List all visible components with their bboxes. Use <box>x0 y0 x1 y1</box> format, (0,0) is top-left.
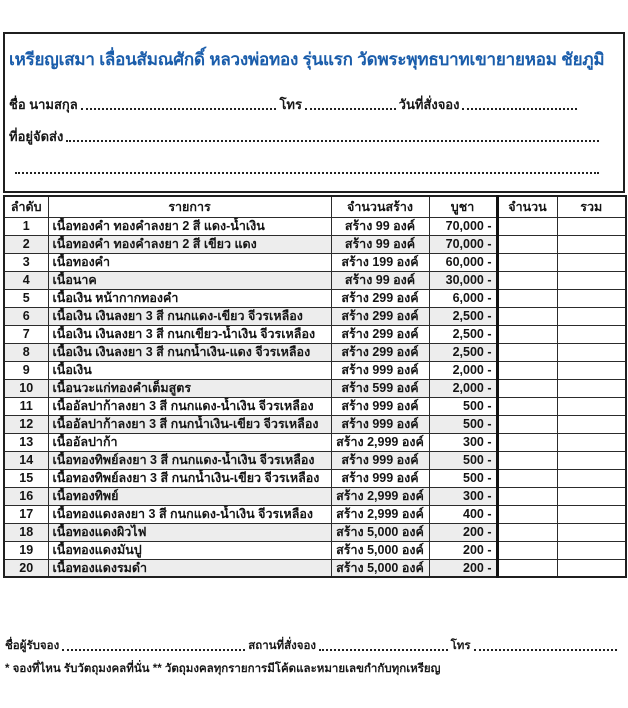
price-value: 200 - <box>429 559 497 577</box>
item-name: เนื้ออัลปาก้าลงยา 3 สี กนกแดง-น้ำเงิน จีวรเหลือง <box>48 397 331 415</box>
row-number: 15 <box>4 469 48 487</box>
price-value: 400 - <box>429 505 497 523</box>
table-row <box>4 343 626 361</box>
total-blank-cell <box>557 271 626 289</box>
amount-blank-cell <box>497 559 557 577</box>
amount-blank-cell <box>497 307 557 325</box>
col-header-total: รวม <box>557 196 626 217</box>
price-value: 500 - <box>429 451 497 469</box>
total-blank-cell <box>557 541 626 559</box>
order-table <box>3 195 627 578</box>
total-blank-cell <box>557 559 626 577</box>
quantity-made: สร้าง 599 องค์ <box>331 379 429 397</box>
quantity-made: สร้าง 99 องค์ <box>331 217 429 235</box>
price-value: 2,000 - <box>429 361 497 379</box>
price-value: 30,000 - <box>429 271 497 289</box>
item-name: เนื้อเงิน เงินลงยา 3 สี กนกน้ำเงิน-แดง จีวรเหลือง <box>48 343 331 361</box>
total-blank-cell <box>557 523 626 541</box>
amount-blank-cell <box>497 523 557 541</box>
table-row <box>4 271 626 289</box>
price-value: 60,000 - <box>429 253 497 271</box>
item-name: เนื้อทองทิพย์ <box>48 487 331 505</box>
item-name: เนื้อทองแดงรมดำ <box>48 559 331 577</box>
quantity-made: สร้าง 299 องค์ <box>331 343 429 361</box>
price-value: 500 - <box>429 397 497 415</box>
item-name: เนื้อเงิน เงินลงยา 3 สี กนกเขียว-น้ำเงิน จีวรเหลือง <box>48 325 331 343</box>
form-line-name-phone-date <box>9 96 617 112</box>
item-name: เนื้อทองแดงลงยา 3 สี กนกแดง-น้ำเงิน จีวรเหลือง <box>48 505 331 523</box>
table-row <box>4 289 626 307</box>
address-label: ที่อยู่จัดส่ง <box>9 129 64 144</box>
price-value: 2,500 - <box>429 343 497 361</box>
table-row <box>4 541 626 559</box>
amount-blank-cell <box>497 289 557 307</box>
item-name: เนื้อนาค <box>48 271 331 289</box>
item-name: เนื้ออัลปาก้าลงยา 3 สี กนกน้ำเงิน-เขียว จีวรเหลือง <box>48 415 331 433</box>
header-row <box>4 196 626 217</box>
place-label: สถานที่สั่งจอง <box>248 640 316 652</box>
form-line-address <box>9 128 617 144</box>
quantity-made: สร้าง 299 องค์ <box>331 307 429 325</box>
price-value: 2,500 - <box>429 325 497 343</box>
order-table-body <box>4 217 626 577</box>
total-blank-cell <box>557 487 626 505</box>
table-row <box>4 361 626 379</box>
item-name: เนื้อทองแดงมันปู <box>48 541 331 559</box>
price-value: 2,000 - <box>429 379 497 397</box>
header-box <box>3 32 625 193</box>
table-row <box>4 397 626 415</box>
table-row <box>4 415 626 433</box>
amount-blank-cell <box>497 253 557 271</box>
price-value: 200 - <box>429 523 497 541</box>
col-header-amount: จำนวน <box>497 196 557 217</box>
amount-blank-cell <box>497 451 557 469</box>
table-row <box>4 217 626 235</box>
quantity-made: สร้าง 2,999 องค์ <box>331 505 429 523</box>
total-blank-cell <box>557 505 626 523</box>
quantity-made: สร้าง 99 องค์ <box>331 235 429 253</box>
total-blank-cell <box>557 451 626 469</box>
table-row <box>4 325 626 343</box>
receiver-fill-line <box>62 637 245 651</box>
order-table-head <box>4 196 626 217</box>
price-value: 300 - <box>429 433 497 451</box>
amount-blank-cell <box>497 505 557 523</box>
amount-blank-cell <box>497 415 557 433</box>
quantity-made: สร้าง 99 องค์ <box>331 271 429 289</box>
price-value: 2,500 - <box>429 307 497 325</box>
item-name: เนื้ออัลปาก้า <box>48 433 331 451</box>
row-number: 12 <box>4 415 48 433</box>
form-line-address-2 <box>9 160 617 176</box>
footer-phone-fill-line <box>474 637 617 651</box>
price-value: 500 - <box>429 415 497 433</box>
row-number: 5 <box>4 289 48 307</box>
price-value: 500 - <box>429 469 497 487</box>
quantity-made: สร้าง 999 องค์ <box>331 415 429 433</box>
row-number: 6 <box>4 307 48 325</box>
item-name: เนื้อนวะแก่ทองคำเต็มสูตร <box>48 379 331 397</box>
quantity-made: สร้าง 5,000 องค์ <box>331 541 429 559</box>
table-row <box>4 379 626 397</box>
name-fill-line <box>81 96 277 110</box>
total-blank-cell <box>557 343 626 361</box>
row-number: 16 <box>4 487 48 505</box>
row-number: 4 <box>4 271 48 289</box>
amount-blank-cell <box>497 325 557 343</box>
col-header-item: รายการ <box>48 196 331 217</box>
address-fill-line <box>66 128 599 142</box>
row-number: 18 <box>4 523 48 541</box>
item-name: เนื้อทองคำ ทองคำลงยา 2 สี เขียว แดง <box>48 235 331 253</box>
row-number: 3 <box>4 253 48 271</box>
total-blank-cell <box>557 415 626 433</box>
amount-blank-cell <box>497 397 557 415</box>
order-date-label: วันที่สั่งจอง <box>398 97 460 112</box>
row-number: 2 <box>4 235 48 253</box>
price-value: 300 - <box>429 487 497 505</box>
total-blank-cell <box>557 379 626 397</box>
quantity-made: สร้าง 2,999 องค์ <box>331 433 429 451</box>
table-row <box>4 253 626 271</box>
amount-blank-cell <box>497 271 557 289</box>
item-name: เนื้อทองคำ ทองคำลงยา 2 สี แดง-น้ำเงิน <box>48 217 331 235</box>
amount-blank-cell <box>497 433 557 451</box>
row-number: 1 <box>4 217 48 235</box>
table-row <box>4 523 626 541</box>
row-number: 7 <box>4 325 48 343</box>
total-blank-cell <box>557 307 626 325</box>
receiver-label: ชื่อผู้รับจอง <box>5 640 60 652</box>
row-number: 8 <box>4 343 48 361</box>
table-row <box>4 451 626 469</box>
item-name: เนื้อทองแดงผิวไฟ <box>48 523 331 541</box>
table-row <box>4 559 626 577</box>
table-row <box>4 307 626 325</box>
quantity-made: สร้าง 999 องค์ <box>331 397 429 415</box>
row-number: 10 <box>4 379 48 397</box>
col-header-quantity-made: จำนวนสร้าง <box>331 196 429 217</box>
row-number: 19 <box>4 541 48 559</box>
quantity-made: สร้าง 299 องค์ <box>331 289 429 307</box>
order-date-fill-line <box>462 96 577 110</box>
col-header-index: ลำดับ <box>4 196 48 217</box>
amount-blank-cell <box>497 379 557 397</box>
item-name: เนื้อทองทิพย์ลงยา 3 สี กนกน้ำเงิน-เขียว จีวรเหลือง <box>48 469 331 487</box>
table-row <box>4 487 626 505</box>
total-blank-cell <box>557 217 626 235</box>
row-number: 17 <box>4 505 48 523</box>
quantity-made: สร้าง 5,000 องค์ <box>331 523 429 541</box>
row-number: 14 <box>4 451 48 469</box>
amount-blank-cell <box>497 361 557 379</box>
item-name: เนื้อเงิน เงินลงยา 3 สี กนกแดง-เขียว จีวรเหลือง <box>48 307 331 325</box>
quantity-made: สร้าง 5,000 องค์ <box>331 559 429 577</box>
quantity-made: สร้าง 299 องค์ <box>331 325 429 343</box>
total-blank-cell <box>557 289 626 307</box>
row-number: 11 <box>4 397 48 415</box>
quantity-made: สร้าง 999 องค์ <box>331 469 429 487</box>
total-blank-cell <box>557 235 626 253</box>
amount-blank-cell <box>497 343 557 361</box>
price-value: 6,000 - <box>429 289 497 307</box>
phone-fill-line <box>305 96 396 110</box>
table-row <box>4 433 626 451</box>
place-fill-line <box>319 637 448 651</box>
total-blank-cell <box>557 361 626 379</box>
row-number: 13 <box>4 433 48 451</box>
total-blank-cell <box>557 325 626 343</box>
price-value: 70,000 - <box>429 217 497 235</box>
item-name: เนื้อเงิน หน้ากากทองคำ <box>48 289 331 307</box>
item-name: เนื้อทองคำ <box>48 253 331 271</box>
quantity-made: สร้าง 2,999 องค์ <box>331 487 429 505</box>
amount-blank-cell <box>497 541 557 559</box>
address-fill-line-2 <box>15 160 599 174</box>
footer-line-receiver <box>5 637 620 653</box>
footer-note: * จองที่ไหน รับวัตถุมงคลที่นั่น ** วัตถุมงคลทุกรายการมีโค้ดและหมายเลขกำกับทุกเหรียญ <box>5 663 441 675</box>
quantity-made: สร้าง 999 องค์ <box>331 361 429 379</box>
document-title: เหรียญเสมา เลื่อนสัมณศักดิ์ หลวงพ่อทอง รุ่นแรก วัดพระพุทธบาทเขายายหอม ชัยภูมิ <box>9 50 605 69</box>
amount-blank-cell <box>497 217 557 235</box>
amount-blank-cell <box>497 487 557 505</box>
total-blank-cell <box>557 433 626 451</box>
footer-phone-label: โทร <box>450 640 471 652</box>
table-row <box>4 505 626 523</box>
name-label: ชื่อ นามสกุล <box>9 97 78 112</box>
col-header-price: บูชา <box>429 196 497 217</box>
quantity-made: สร้าง 199 องค์ <box>331 253 429 271</box>
price-value: 200 - <box>429 541 497 559</box>
total-blank-cell <box>557 253 626 271</box>
amount-blank-cell <box>497 469 557 487</box>
amount-blank-cell <box>497 235 557 253</box>
table-row <box>4 469 626 487</box>
price-value: 70,000 - <box>429 235 497 253</box>
total-blank-cell <box>557 397 626 415</box>
row-number: 9 <box>4 361 48 379</box>
table-row <box>4 235 626 253</box>
total-blank-cell <box>557 469 626 487</box>
item-name: เนื้อเงิน <box>48 361 331 379</box>
item-name: เนื้อทองทิพย์ลงยา 3 สี กนกแดง-น้ำเงิน จีวรเหลือง <box>48 451 331 469</box>
phone-label: โทร <box>279 97 302 112</box>
quantity-made: สร้าง 999 องค์ <box>331 451 429 469</box>
row-number: 20 <box>4 559 48 577</box>
